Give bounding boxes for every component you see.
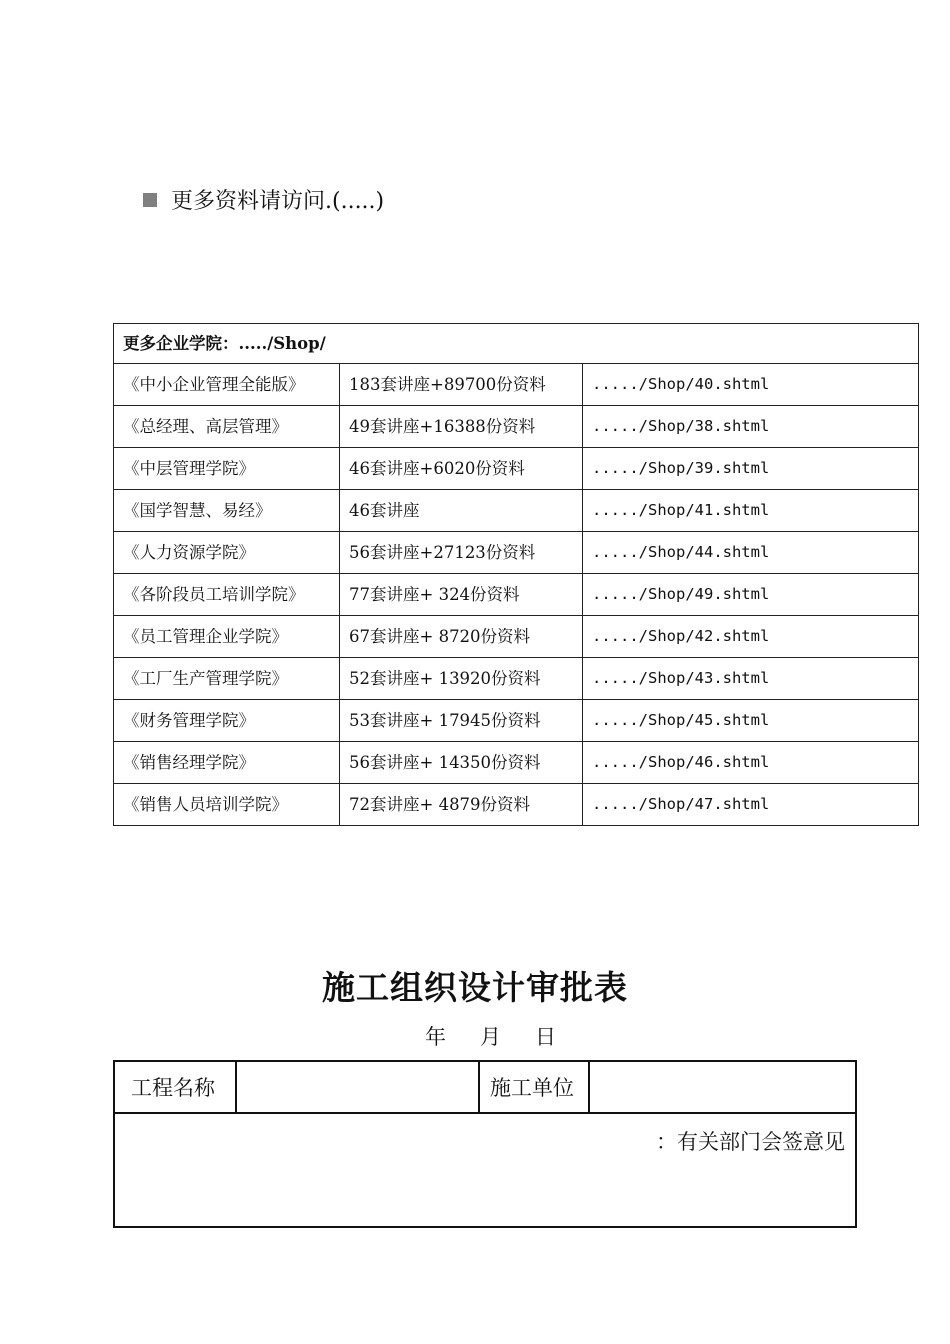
visit-notice — [143, 184, 384, 215]
course-description: 53套讲座+ 17945份资料 — [340, 700, 583, 742]
course-link[interactable]: ...../Shop/42.shtml — [583, 616, 919, 658]
table-row — [114, 490, 919, 532]
course-name: 《财务管理学院》 — [114, 700, 340, 742]
construction-unit-field[interactable] — [589, 1061, 856, 1113]
course-link[interactable]: ...../Shop/49.shtml — [583, 574, 919, 616]
project-name-label: 工程名称 — [114, 1061, 236, 1113]
table-row — [114, 658, 919, 700]
course-name: 《销售人员培训学院》 — [114, 784, 340, 826]
course-description: 49套讲座+16388份资料 — [340, 406, 583, 448]
course-link[interactable]: ...../Shop/45.shtml — [583, 700, 919, 742]
course-description: 67套讲座+ 8720份资料 — [340, 616, 583, 658]
table-row — [114, 574, 919, 616]
table-row — [114, 742, 919, 784]
course-table — [113, 323, 919, 826]
course-link[interactable]: ...../Shop/39.shtml — [583, 448, 919, 490]
date-line — [425, 1021, 556, 1051]
table-row — [114, 784, 919, 826]
course-description: 52套讲座+ 13920份资料 — [340, 658, 583, 700]
course-description: 72套讲座+ 4879份资料 — [340, 784, 583, 826]
course-description: 46套讲座+6020份资料 — [340, 448, 583, 490]
course-name: 《销售经理学院》 — [114, 742, 340, 784]
table-row — [114, 364, 919, 406]
square-bullet-icon — [143, 193, 157, 207]
course-description: 56套讲座+27123份资料 — [340, 532, 583, 574]
course-description: 56套讲座+ 14350份资料 — [340, 742, 583, 784]
course-link[interactable]: ...../Shop/38.shtml — [583, 406, 919, 448]
date-day-label: 日 — [535, 1025, 556, 1049]
course-name: 《各阶段员工培训学院》 — [114, 574, 340, 616]
visit-notice-text: 更多资料请访问.(.....) — [171, 189, 385, 214]
course-name: 《国学智慧、易经》 — [114, 490, 340, 532]
course-name: 《工厂生产管理学院》 — [114, 658, 340, 700]
approval-opinion-row — [114, 1113, 856, 1227]
course-description: 77套讲座+ 324份资料 — [340, 574, 583, 616]
course-name: 《员工管理企业学院》 — [114, 616, 340, 658]
course-link[interactable]: ...../Shop/40.shtml — [583, 364, 919, 406]
table-row — [114, 700, 919, 742]
construction-unit-label: 施工单位 — [479, 1061, 589, 1113]
table-row — [114, 616, 919, 658]
project-name-field[interactable] — [236, 1061, 479, 1113]
table-row — [114, 448, 919, 490]
course-table-header-row — [114, 324, 919, 364]
date-month-label: 月 — [480, 1025, 501, 1049]
course-link[interactable]: ...../Shop/44.shtml — [583, 532, 919, 574]
page-title: 施工组织设计审批表 — [322, 968, 628, 1007]
dept-opinion-cell[interactable] — [114, 1113, 856, 1227]
course-name: 《人力资源学院》 — [114, 532, 340, 574]
table-row — [114, 532, 919, 574]
date-year-label: 年 — [425, 1025, 446, 1049]
course-link[interactable]: ...../Shop/46.shtml — [583, 742, 919, 784]
course-link[interactable]: ...../Shop/47.shtml — [583, 784, 919, 826]
approval-form — [113, 1060, 857, 1228]
table-row — [114, 406, 919, 448]
course-name: 《中小企业管理全能版》 — [114, 364, 340, 406]
course-description: 183套讲座+89700份资料 — [340, 364, 583, 406]
course-link[interactable]: ...../Shop/43.shtml — [583, 658, 919, 700]
course-link[interactable]: ...../Shop/41.shtml — [583, 490, 919, 532]
approval-info-row — [114, 1061, 856, 1113]
course-table-header: 更多企业学院：...../Shop/ — [114, 324, 919, 364]
course-name: 《中层管理学院》 — [114, 448, 340, 490]
course-description: 46套讲座 — [340, 490, 583, 532]
dept-opinion-label: ：有关部门会签意见 — [656, 1130, 845, 1154]
course-name: 《总经理、高层管理》 — [114, 406, 340, 448]
